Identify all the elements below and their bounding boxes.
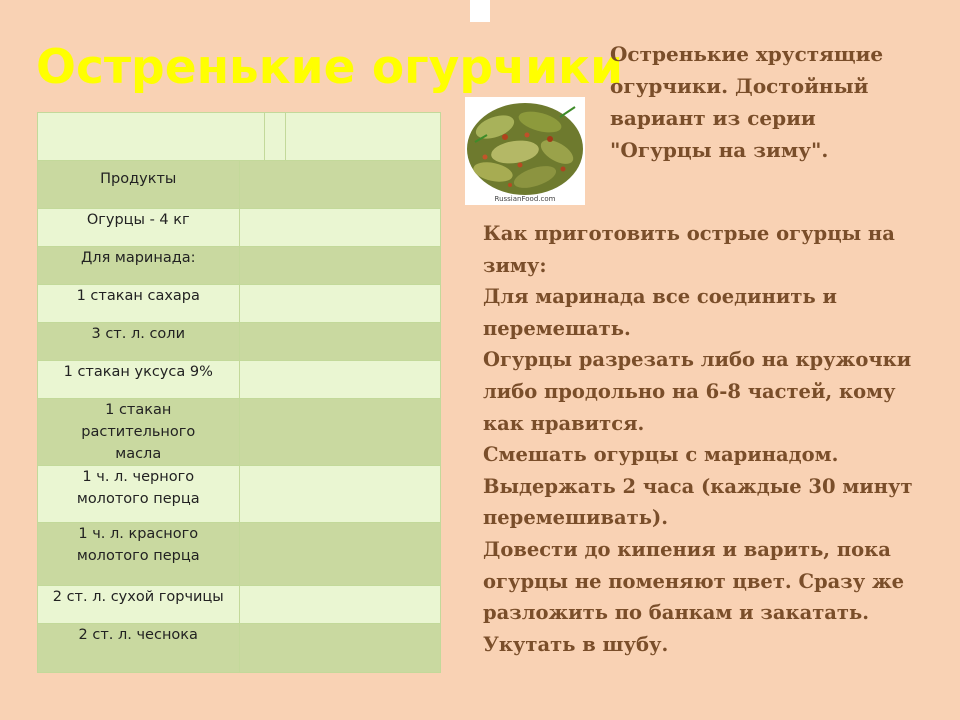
- page-title: Остренькие огурчики: [36, 40, 623, 95]
- ingredient-qty: [239, 586, 441, 624]
- ingredient-qty: [239, 399, 441, 466]
- ingredient-qty: [239, 466, 441, 523]
- intro-text: Остренькие хрустящие огурчики. Достойный вариант из серии "Огурцы на зиму".: [610, 42, 884, 162]
- pickled-cucumbers-photo: [465, 97, 585, 205]
- ingredient-qty: [239, 523, 441, 586]
- table-row: [38, 466, 441, 523]
- ingredient-name: 1 стакан сахара: [38, 285, 240, 323]
- table-row: [38, 399, 441, 466]
- ingredient-name: 1 стакан уксуса 9%: [38, 361, 240, 399]
- table-row: [38, 586, 441, 624]
- method-line: Для маринада все соединить и перемешать.: [483, 285, 837, 340]
- table-row: [38, 161, 441, 209]
- table-row: [38, 523, 441, 586]
- ingredient-name: 1 ч. л. черного молотого перца: [38, 466, 240, 523]
- ingredient-qty: [239, 624, 441, 673]
- table-cell: [286, 113, 440, 160]
- table-header-row: [38, 113, 441, 161]
- photo-watermark: RussianFood.com: [494, 195, 556, 203]
- ingredient-name: Продукты: [38, 161, 240, 209]
- method-line: Укутать в шубу.: [483, 632, 669, 656]
- ingredient-qty: [239, 161, 441, 209]
- ingredient-name: Огурцы - 4 кг: [38, 209, 240, 247]
- table-row: [38, 209, 441, 247]
- ingredient-name: 2 ст. л. сухой горчицы: [38, 586, 240, 624]
- ingredient-qty: [239, 323, 441, 361]
- ingredient-qty: [239, 247, 441, 285]
- ingredient-name: 1 ч. л. красного молотого перца: [38, 523, 240, 586]
- ingredient-name: 1 стакан растительного масла: [38, 399, 240, 466]
- method-line: Выдержать 2 часа (каждые 30 минут перемешивать).: [483, 474, 913, 530]
- method-line: Как приготовить острые огурцы на зиму:: [483, 222, 895, 277]
- ingredient-qty: [239, 285, 441, 323]
- table-row: [38, 624, 441, 673]
- method-line: Довести до кипения и варить, пока огурцы не поменяют цвет. Сразу же разложить по банкам и закатать.: [483, 537, 905, 625]
- ingredient-qty: [239, 361, 441, 399]
- recipe-method: [483, 218, 933, 660]
- method-line: Огурцы разрезать либо на кружочки либо продольно на 6-8 частей, кому как нравится.: [483, 348, 912, 435]
- method-line: Смешать огурцы с маринадом.: [483, 443, 839, 467]
- ingredient-qty: [239, 209, 441, 247]
- table-row: [38, 323, 441, 361]
- table-row: [38, 361, 441, 399]
- ingredient-name: 3 ст. л. соли: [38, 323, 240, 361]
- top-tab-marker: [470, 0, 490, 22]
- ingredients-table: [37, 112, 441, 673]
- table-row: [38, 285, 441, 323]
- table-cell: [265, 113, 286, 160]
- table-cell: [38, 113, 265, 160]
- table-row: [38, 247, 441, 285]
- ingredient-name: Для маринада:: [38, 247, 240, 285]
- ingredient-name: 2 ст. л. чеснока: [38, 624, 240, 673]
